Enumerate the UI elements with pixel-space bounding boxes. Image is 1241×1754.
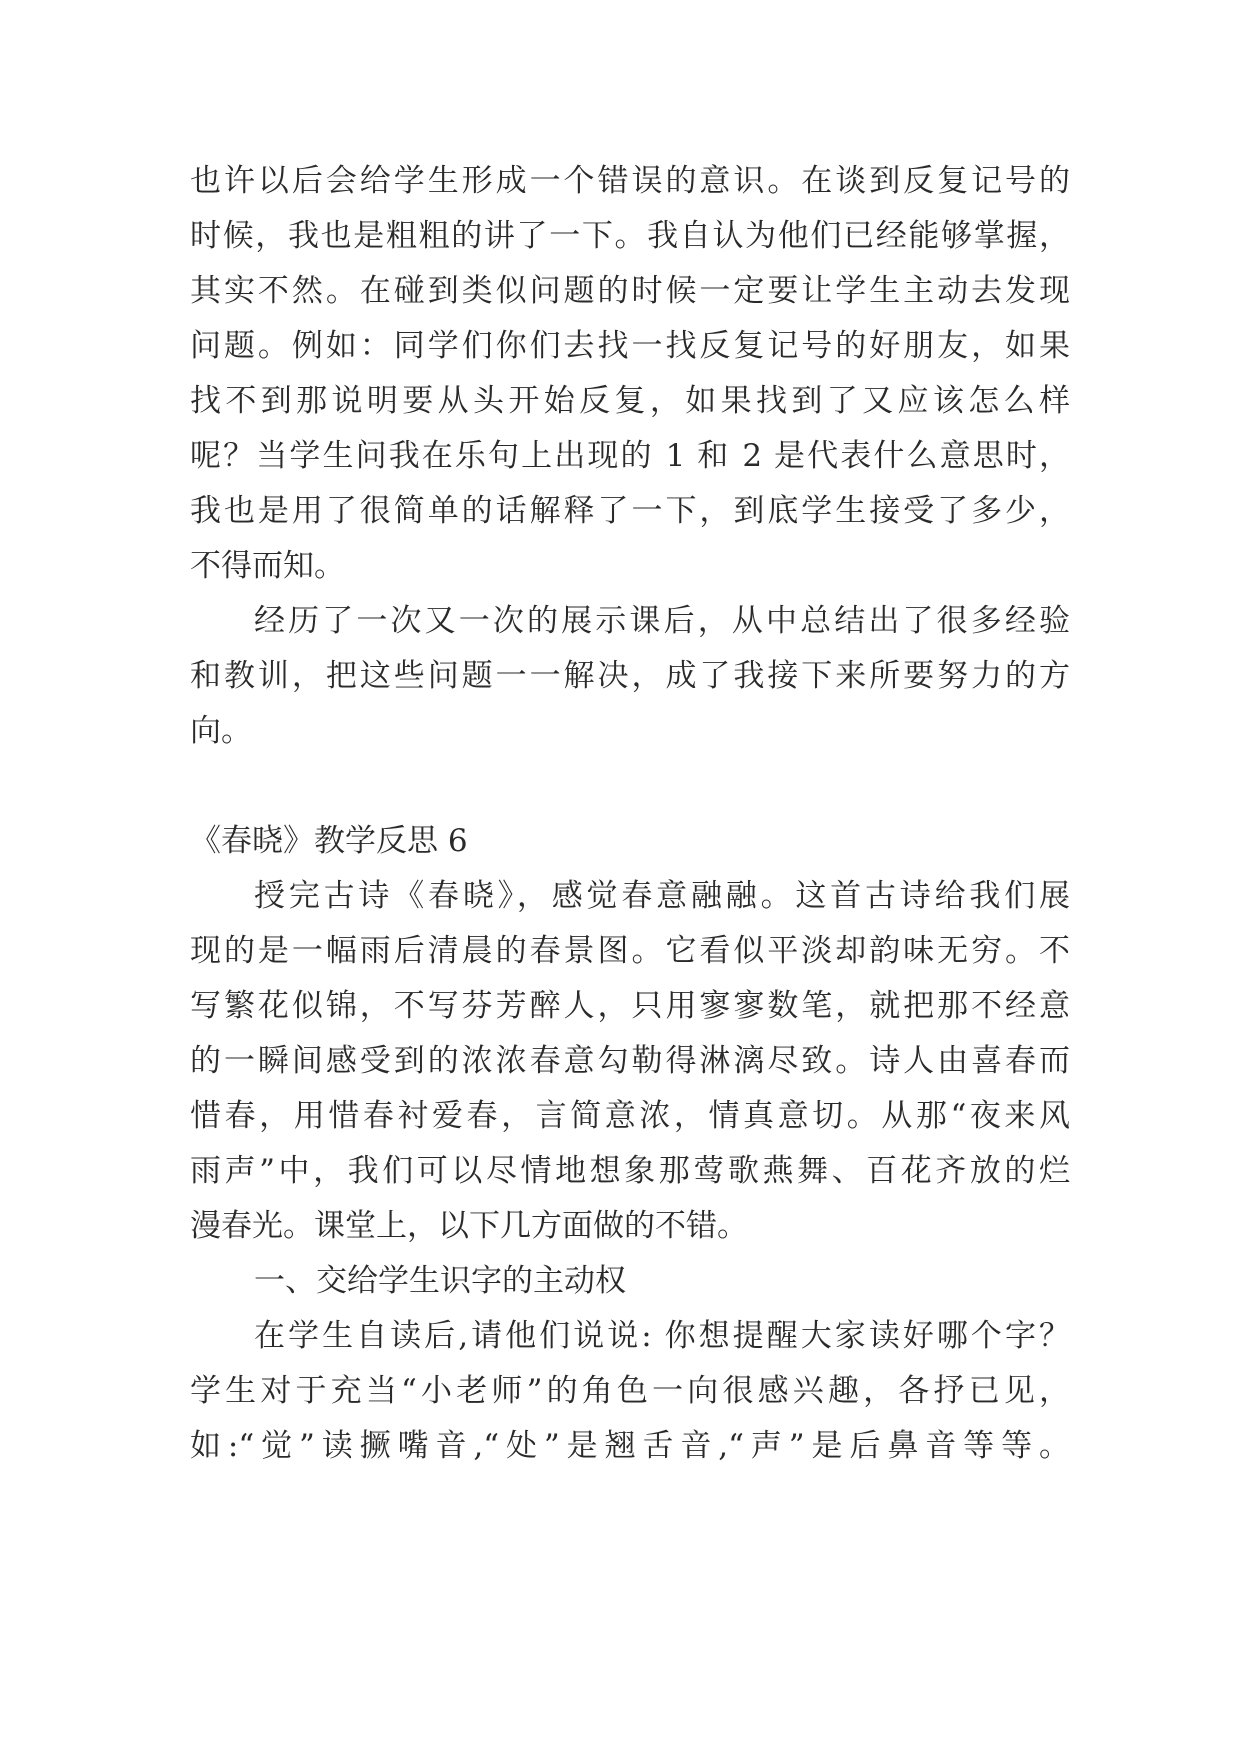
paragraph-line: 和教训，把这些问题一一解决，成了我接下来所要努力的方 <box>190 658 1070 694</box>
paragraph-3 <box>190 871 1070 1252</box>
paragraph-line: 学生对于充当“小老师”的角色一向很感兴趣，各抒已见， <box>190 1373 1070 1409</box>
paragraph-line: 其实不然。在碰到类似问题的时候一定要让学生主动去发现 <box>190 273 1070 309</box>
paragraph-line: 不得而知。 <box>190 548 345 584</box>
paragraph-4 <box>190 1311 1070 1472</box>
section-gap <box>190 761 1070 816</box>
section-heading: 《春晓》教学反思 6 <box>190 823 468 859</box>
paragraph-line: 呢？当学生问我在乐句上出现的 1 和 2 是代表什么意思时， <box>190 438 1070 474</box>
paragraph-line: 问题。例如：同学们你们去找一找反复记号的好朋友，如果 <box>190 328 1070 364</box>
paragraph-2 <box>190 596 1070 757</box>
document-page <box>190 156 1070 1476</box>
paragraph-line: 漫春光。课堂上，以下几方面做的不错。 <box>190 1208 748 1244</box>
paragraph-line: 找不到那说明要从头开始反复，如果找到了又应该怎么样 <box>190 383 1070 419</box>
paragraph-line: 写繁花似锦，不写芬芳醉人，只用寥寥数笔，就把那不经意 <box>190 988 1070 1024</box>
paragraph-1 <box>190 156 1070 592</box>
subheading: 一、交给学生识字的主动权 <box>254 1263 626 1299</box>
paragraph-line: 的一瞬间感受到的浓浓春意勾勒得淋漓尽致。诗人由喜春而 <box>190 1043 1070 1079</box>
paragraph-line: 在学生自读后,请他们说说: 你想提醒大家读好哪个字？ <box>254 1318 1070 1354</box>
paragraph-line: 惜春，用惜春衬爱春，言简意浓，情真意切。从那“夜来风 <box>190 1098 1070 1134</box>
paragraph-line: 经历了一次又一次的展示课后，从中总结出了很多经验 <box>254 603 1070 639</box>
paragraph-line: 时候，我也是粗粗的讲了一下。我自认为他们已经能够掌握， <box>190 218 1070 254</box>
paragraph-line: 向。 <box>190 713 252 749</box>
paragraph-line: 我也是用了很简单的话解释了一下，到底学生接受了多少， <box>190 493 1070 529</box>
paragraph-line: 授完古诗《春晓》，感觉春意融融。这首古诗给我们展 <box>254 878 1070 914</box>
paragraph-line: 现的是一幅雨后清晨的春景图。它看似平淡却韵味无穷。不 <box>190 933 1070 969</box>
paragraph-line: 如:“觉”读撅嘴音,“处”是翘舌音,“声”是后鼻音等等。 <box>190 1428 1070 1464</box>
paragraph-line: 雨声”中，我们可以尽情地想象那莺歌燕舞、百花齐放的烂 <box>190 1153 1070 1189</box>
paragraph-line: 也许以后会给学生形成一个错误的意识。在谈到反复记号的 <box>190 163 1070 199</box>
